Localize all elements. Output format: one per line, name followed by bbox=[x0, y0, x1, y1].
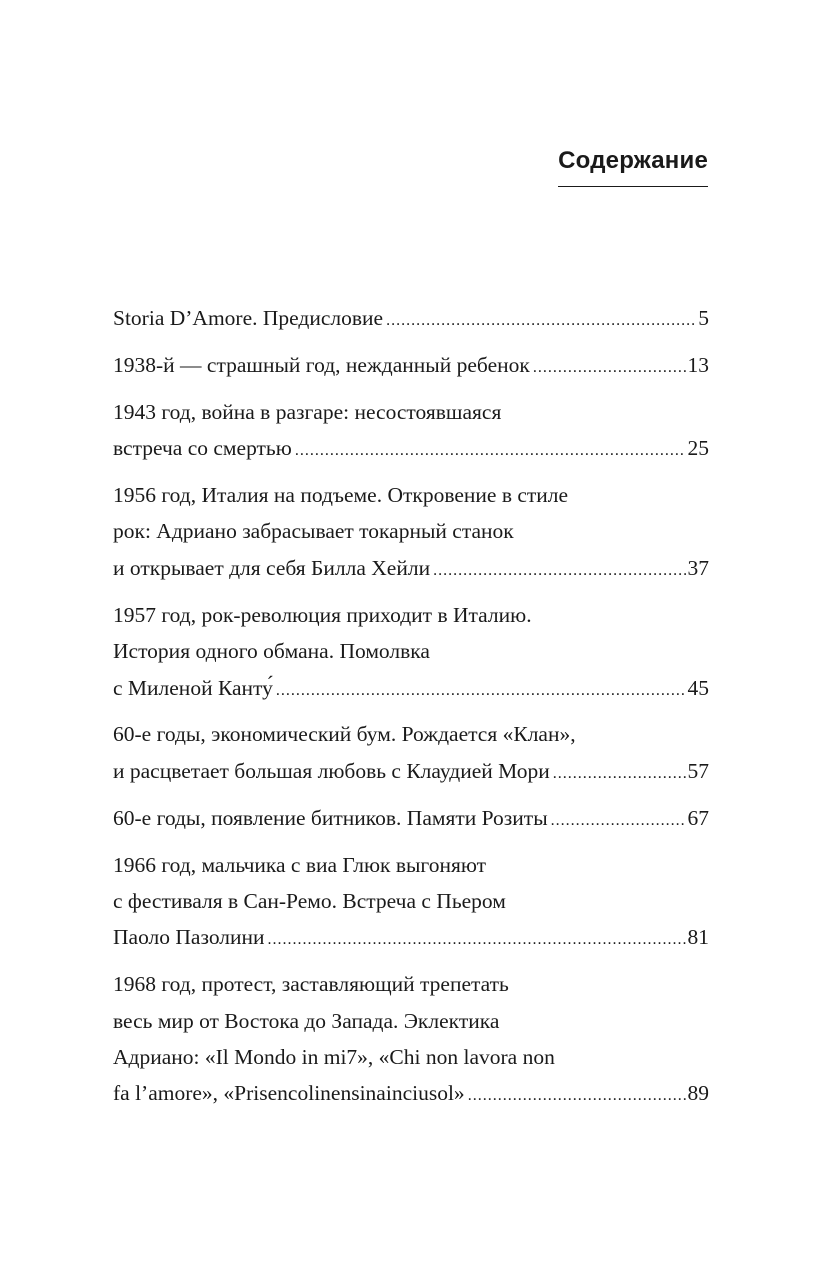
toc-entry[interactable] bbox=[113, 847, 709, 956]
toc-entry-text: Паоло Пазолини bbox=[113, 925, 265, 950]
toc-entry-last-line bbox=[113, 800, 709, 836]
toc-entry-text: и расцветает большая любовь с Клаудией Мори bbox=[113, 758, 550, 783]
toc-entry-text: 1968 год, протест, заставляющий трепетать bbox=[113, 972, 509, 997]
dot-leader bbox=[433, 553, 685, 589]
toc-page-number: 5 bbox=[698, 306, 709, 330]
toc-entry-last-line bbox=[113, 550, 709, 586]
toc-entry-text: встреча со смертью bbox=[113, 436, 292, 461]
toc-entry-text: 60-е годы, экономический бум. Рождается «Клан», bbox=[113, 722, 576, 747]
toc-entry-last-line bbox=[113, 753, 709, 789]
toc-entry-last-line bbox=[113, 919, 709, 955]
dot-leader bbox=[295, 433, 686, 469]
toc-entry[interactable] bbox=[113, 347, 709, 383]
dot-leader bbox=[276, 673, 686, 709]
toc-entry-text: 60-е годы, появление битников. Памяти Розиты bbox=[113, 805, 548, 830]
toc-entry-text: с фестиваля в Сан-Ремо. Встреча с Пьером bbox=[113, 888, 506, 913]
toc-entry[interactable] bbox=[113, 716, 709, 789]
toc-entry[interactable] bbox=[113, 300, 709, 336]
dot-leader bbox=[533, 350, 686, 386]
table-of-contents bbox=[113, 300, 709, 1122]
toc-entry-last-line bbox=[113, 1075, 709, 1111]
toc-entry-last-line bbox=[113, 347, 709, 383]
toc-page-number: 45 bbox=[687, 675, 709, 700]
dot-leader bbox=[551, 803, 686, 839]
toc-entry-text: История одного обмана. Помолвка bbox=[113, 639, 430, 664]
toc-entry[interactable] bbox=[113, 966, 709, 1112]
toc-entry-text: весь мир от Востока до Запада. Эклектика bbox=[113, 1008, 500, 1033]
toc-entry-last-line bbox=[113, 670, 709, 706]
toc-entry-last-line bbox=[113, 430, 709, 466]
toc-entry-text: 1943 год, война в разгаре: несостоявшаяся bbox=[113, 399, 502, 424]
dot-leader bbox=[268, 922, 686, 958]
dot-leader bbox=[386, 303, 696, 339]
toc-page-number: 57 bbox=[687, 758, 709, 783]
toc-entry-text: fa l’amore», «Prisencolinensinainciusol» bbox=[113, 1081, 465, 1106]
toc-page-number: 67 bbox=[687, 805, 709, 830]
toc-entry[interactable] bbox=[113, 800, 709, 836]
dot-leader bbox=[468, 1078, 686, 1114]
page-title: Содержание bbox=[558, 147, 708, 187]
toc-entry-text: 1938-й — страшный год, нежданный ребенок bbox=[113, 352, 530, 377]
toc-page-number: 13 bbox=[687, 352, 709, 377]
toc-entry-text: 1956 год, Италия на подъеме. Откровение в стиле bbox=[113, 483, 569, 508]
toc-entry[interactable] bbox=[113, 597, 709, 706]
toc-entry-text: Storia D’Amore. Предисловие bbox=[113, 306, 384, 330]
toc-entry-text: 1957 год, рок-революция приходит в Италию. bbox=[113, 602, 532, 627]
toc-entry[interactable] bbox=[113, 394, 709, 467]
toc-entry-text: рок: Адриано забрасывает токарный станок bbox=[113, 519, 514, 544]
toc-entry-text: с Миленой Канту́ bbox=[113, 675, 273, 700]
toc-page-number: 81 bbox=[687, 925, 709, 950]
toc-entry-text: 1966 год, мальчика с виа Глюк выгоняют bbox=[113, 852, 487, 877]
toc-entry-text: Адриано: «Il Mondo in mi7», «Chi non lavora non bbox=[113, 1045, 555, 1070]
toc-page-number: 89 bbox=[687, 1081, 709, 1106]
toc-page-number: 25 bbox=[687, 436, 709, 461]
dot-leader bbox=[553, 756, 686, 792]
toc-entry-last-line bbox=[113, 300, 709, 336]
toc-entry-text: и открывает для себя Билла Хейли bbox=[113, 555, 431, 580]
toc-entry[interactable] bbox=[113, 477, 709, 586]
toc-page-number: 37 bbox=[687, 555, 709, 580]
